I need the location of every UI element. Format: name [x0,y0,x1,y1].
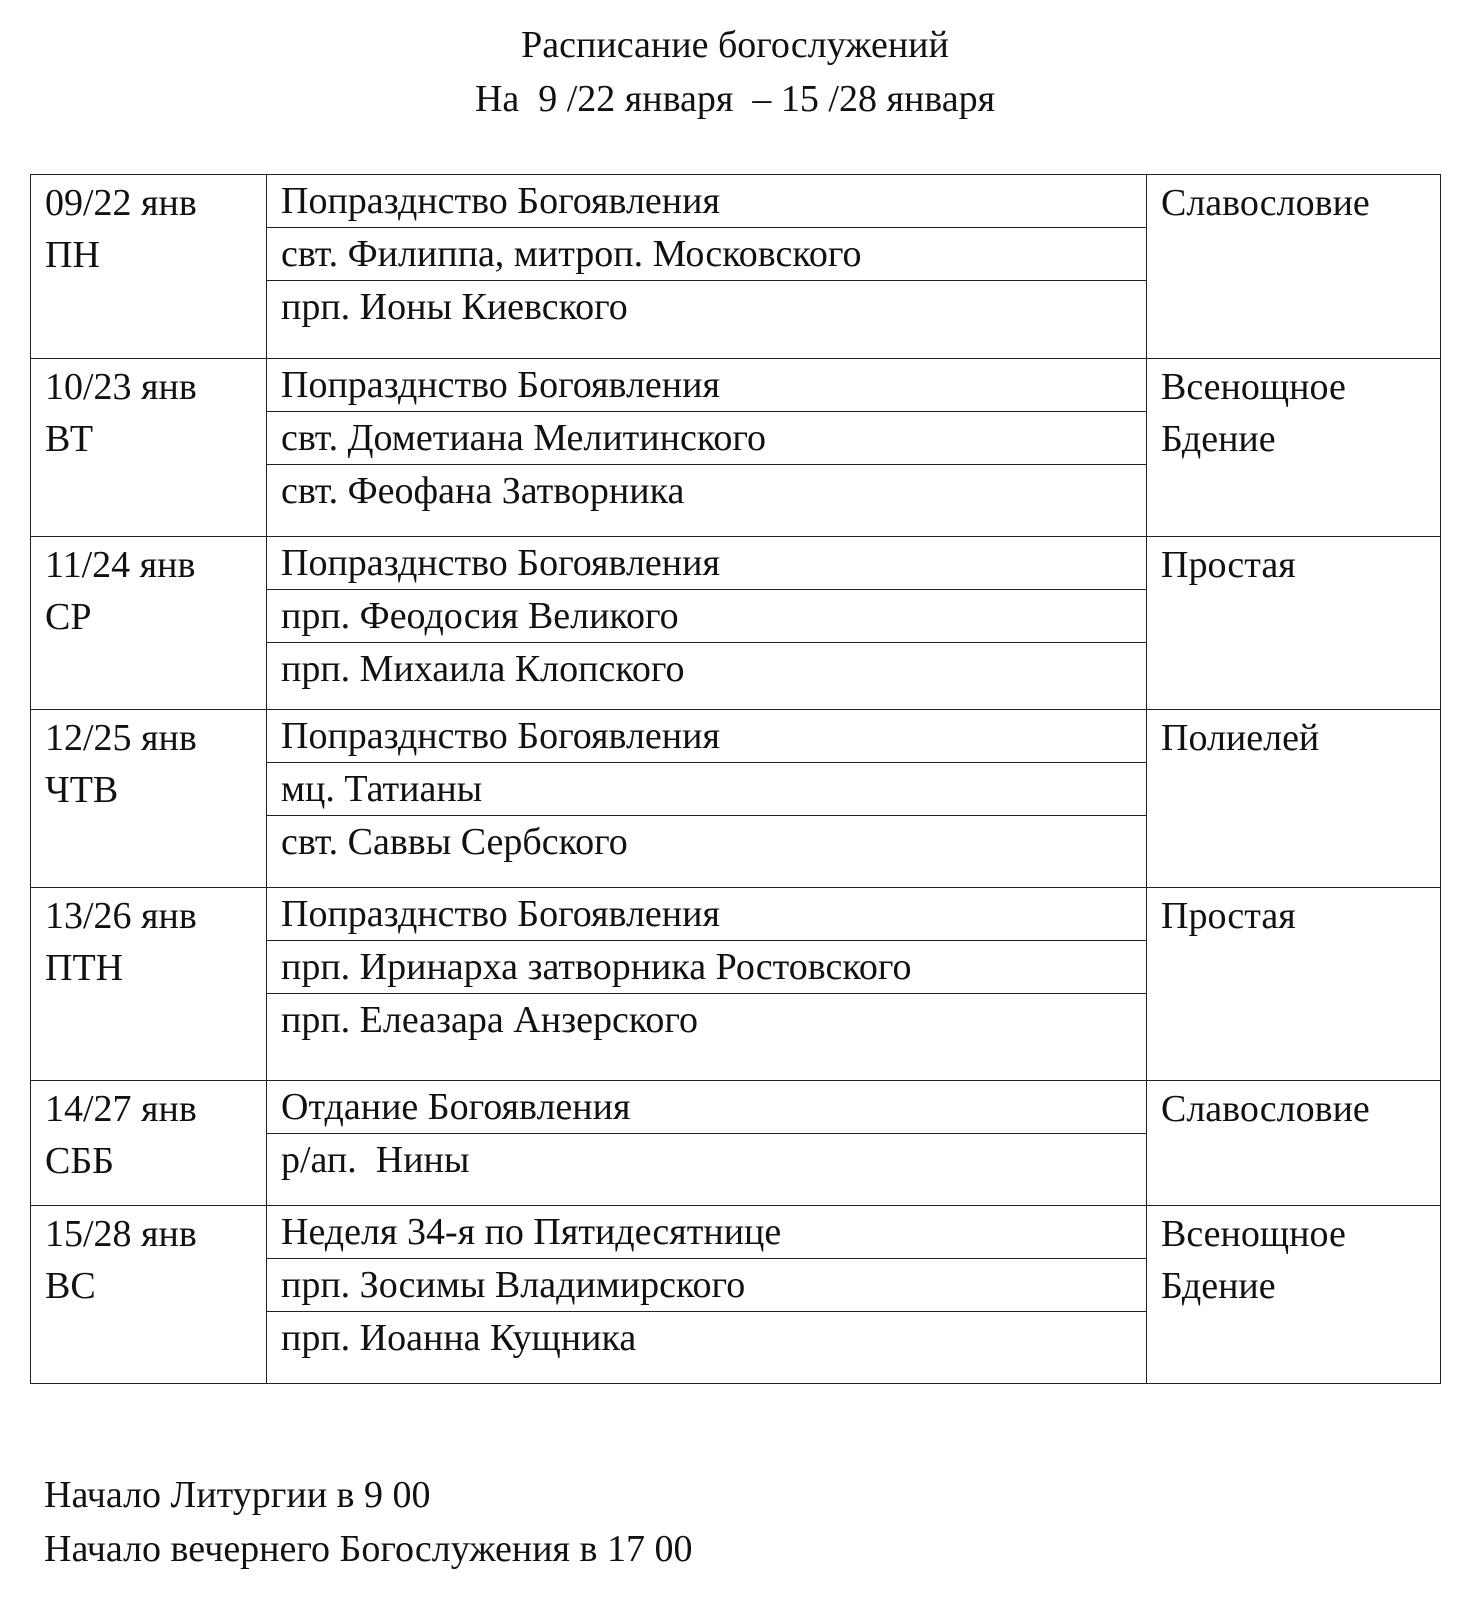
date-cell [31,175,267,359]
date-cell [31,710,267,888]
date-label: 11/24 янв [45,544,196,586]
liturgy-start-time: Начало Литургии в 9 00 [44,1474,431,1516]
date-cell [31,537,267,710]
saint-line: мц. Татианы [267,763,1146,816]
service-cell [1147,1081,1441,1206]
saints-cell [267,1206,1147,1384]
table-row [31,710,1441,888]
service-cell [1147,537,1441,710]
date-cell [31,1206,267,1384]
saint-line: прп. Феодосия Великого [267,590,1146,643]
table-row [31,1081,1441,1206]
saint-line: Неделя 34-я по Пятидесятнице [267,1206,1146,1259]
weekday-label: ВС [45,1265,96,1307]
date-label: 10/23 янв [45,366,197,408]
service-cell [1147,1206,1441,1384]
saint-line: Попразднство Богоявления [267,888,1146,941]
saints-cell [267,1081,1147,1206]
saint-line: свт. Дометиана Мелитинского [267,412,1146,465]
date-label: 09/22 янв [45,182,197,224]
service-label-line2: Бдение [1161,418,1276,460]
saint-line: прп. Ионы Киевского [281,286,628,328]
date-cell [31,888,267,1081]
service-label: Славословие [1161,182,1370,224]
service-label: Славословие [1161,1088,1370,1130]
service-cell [1147,359,1441,537]
saint-line: прп. Зосимы Владимирского [267,1259,1146,1312]
saint-line: Попразднство Богоявления [267,537,1146,590]
saints-cell [267,359,1147,537]
service-label: Простая [1161,895,1296,937]
service-cell [1147,710,1441,888]
date-label: 13/26 янв [45,895,197,937]
saint-line: свт. Саввы Сербского [281,821,628,863]
weekday-label: ПН [45,234,100,276]
saint-line: Попразднство Богоявления [267,175,1146,228]
weekday-label: ПТН [45,947,124,989]
table-row [31,175,1441,359]
saint-line: Попразднство Богоявления [267,710,1146,763]
table-row [31,888,1441,1081]
service-label: Полиелей [1161,717,1320,759]
saints-cell [267,888,1147,1081]
service-label: Всенощное [1161,1213,1346,1255]
service-label: Простая [1161,544,1296,586]
saint-line: свт. Филиппа, митроп. Московского [267,228,1146,281]
saint-line: р/ап. Нины [281,1139,470,1181]
saints-cell [267,537,1147,710]
page-title [0,18,1470,126]
date-label: 14/27 янв [45,1088,197,1130]
saint-line: прп. Иринарха затворника Ростовского [267,941,1146,994]
date-label: 15/28 янв [45,1213,197,1255]
evening-service-start-time: Начало вечернего Богослужения в 17 00 [44,1528,693,1570]
saint-line: свт. Феофана Затворника [281,470,685,512]
saint-line: прп. Иоанна Кущника [281,1317,637,1359]
weekday-label: СР [45,596,92,638]
weekday-label: ЧТВ [45,769,119,811]
date-label: 12/25 янв [45,717,197,759]
service-label: Всенощное [1161,366,1346,408]
saint-line: Попразднство Богоявления [267,359,1146,412]
date-cell [31,1081,267,1206]
service-cell [1147,175,1441,359]
weekday-label: ВТ [45,418,94,460]
schedule-title: Расписание богослужений [521,24,949,66]
saint-line: Отдание Богоявления [267,1081,1146,1134]
schedule-period: На 9 /22 января – 15 /28 января [474,78,996,120]
date-cell [31,359,267,537]
saint-line: прп. Михаила Клопского [281,648,685,690]
schedule-table [30,174,1441,1384]
saints-cell [267,710,1147,888]
service-cell [1147,888,1441,1081]
weekday-label: СББ [45,1140,114,1182]
table-row [31,359,1441,537]
table-row [31,1206,1441,1384]
footer-notes [44,1468,692,1576]
service-label-line2: Бдение [1161,1265,1276,1307]
saints-cell [267,175,1147,359]
saint-line: прп. Елеазара Анзерского [281,999,698,1041]
table-row [31,537,1441,710]
